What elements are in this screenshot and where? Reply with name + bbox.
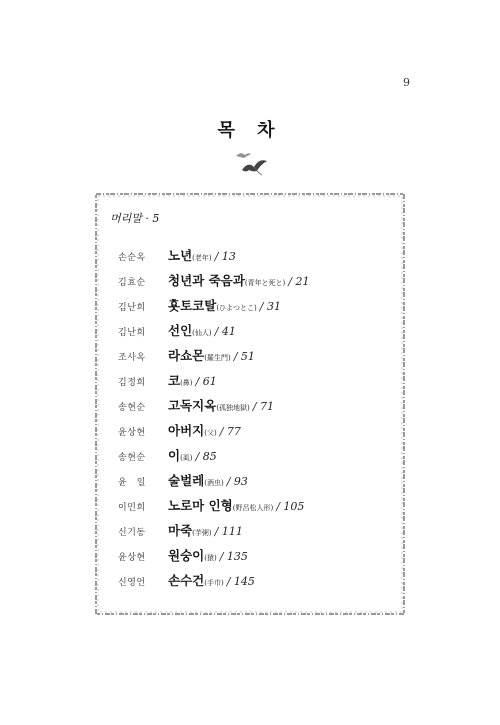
entry-original-title: (父) xyxy=(204,429,217,437)
toc-entry xyxy=(118,271,398,296)
page-number: 9 xyxy=(403,76,410,89)
entry-page: / 71 xyxy=(252,400,274,413)
entry-title: 라쇼몬 xyxy=(168,348,205,363)
entry-title: 원숭이 xyxy=(168,548,205,563)
page-title: 목 차 xyxy=(217,120,283,141)
entry-author: 김효순 xyxy=(118,278,146,288)
entry-original-title: (鼻) xyxy=(180,379,193,387)
entry-title: 횻토코탈 xyxy=(168,298,217,313)
toc-entry xyxy=(118,446,398,471)
entry-original-title: (老年) xyxy=(192,254,212,262)
entry-original-title: (芋粥) xyxy=(192,529,212,537)
entry-page: / 111 xyxy=(214,525,243,538)
entry-author: 윤상현 xyxy=(118,428,146,438)
entry-author: 손순옥 xyxy=(118,253,146,263)
entry-page: / 21 xyxy=(288,275,310,288)
toc-entry xyxy=(118,471,398,496)
entry-page: / 77 xyxy=(219,425,241,438)
toc-entry xyxy=(118,371,398,396)
entry-title: 코 xyxy=(168,373,181,388)
entry-title: 술벌레 xyxy=(168,473,205,488)
entry-title: 아버지 xyxy=(168,423,205,438)
entry-author: 송현순 xyxy=(118,453,146,463)
entry-author: 김정희 xyxy=(118,378,146,388)
entry-original-title: (野呂松人形) xyxy=(232,504,274,512)
entry-author: 송현순 xyxy=(118,403,146,413)
entry-author: 신영언 xyxy=(118,578,146,588)
toc-entry xyxy=(118,396,398,421)
entry-title: 노년 xyxy=(168,248,193,263)
toc-entry xyxy=(118,546,398,571)
entry-title: 노로마 인형 xyxy=(168,498,233,513)
entry-title: 청년과 죽음과 xyxy=(168,273,245,288)
entry-title: 손수건 xyxy=(168,573,205,588)
toc-entry xyxy=(118,421,398,446)
entry-original-title: (孤独地獄) xyxy=(216,404,250,412)
entry-original-title: (虱) xyxy=(180,454,193,462)
toc-entry xyxy=(118,321,398,346)
toc-list xyxy=(118,246,398,596)
entry-title: 선인 xyxy=(168,323,193,338)
entry-page: / 93 xyxy=(226,475,248,488)
entry-title: 마죽 xyxy=(168,523,193,538)
birds-illustration xyxy=(232,148,272,178)
entry-author: 이민희 xyxy=(118,503,146,513)
entry-page: / 85 xyxy=(195,450,217,463)
entry-page: / 61 xyxy=(195,375,217,388)
entry-author: 윤상현 xyxy=(118,553,146,563)
entry-title: 고독지옥 xyxy=(168,398,217,413)
toc-entry xyxy=(118,496,398,521)
preface-entry: 머리말 · 5 xyxy=(110,212,160,225)
entry-page: / 135 xyxy=(219,550,248,563)
entry-original-title: (酒虫) xyxy=(204,479,224,487)
entry-original-title: (ひよつとこ) xyxy=(216,304,257,312)
toc-entry xyxy=(118,521,398,546)
entry-page: / 31 xyxy=(259,300,281,313)
entry-author: 조사옥 xyxy=(118,353,146,363)
toc-entry xyxy=(118,296,398,321)
entry-page: / 51 xyxy=(233,350,255,363)
entry-author: 김난희 xyxy=(118,328,146,338)
entry-page: / 145 xyxy=(226,575,255,588)
entry-author: 신기동 xyxy=(118,528,146,538)
toc-entry xyxy=(118,246,398,271)
entry-original-title: (猿) xyxy=(204,554,217,562)
entry-title: 이 xyxy=(168,448,181,463)
entry-page: / 13 xyxy=(214,250,236,263)
entry-original-title: (青年と死と) xyxy=(244,279,286,287)
entry-original-title: (手巾) xyxy=(204,579,224,587)
entry-page: / 105 xyxy=(276,500,305,513)
entry-page: / 41 xyxy=(214,325,236,338)
entry-author: 윤 일 xyxy=(118,478,146,488)
toc-entry xyxy=(118,346,398,371)
entry-original-title: (仙人) xyxy=(192,329,212,337)
toc-entry xyxy=(118,571,398,596)
entry-author: 김난희 xyxy=(118,303,146,313)
entry-original-title: (羅生門) xyxy=(204,354,231,362)
